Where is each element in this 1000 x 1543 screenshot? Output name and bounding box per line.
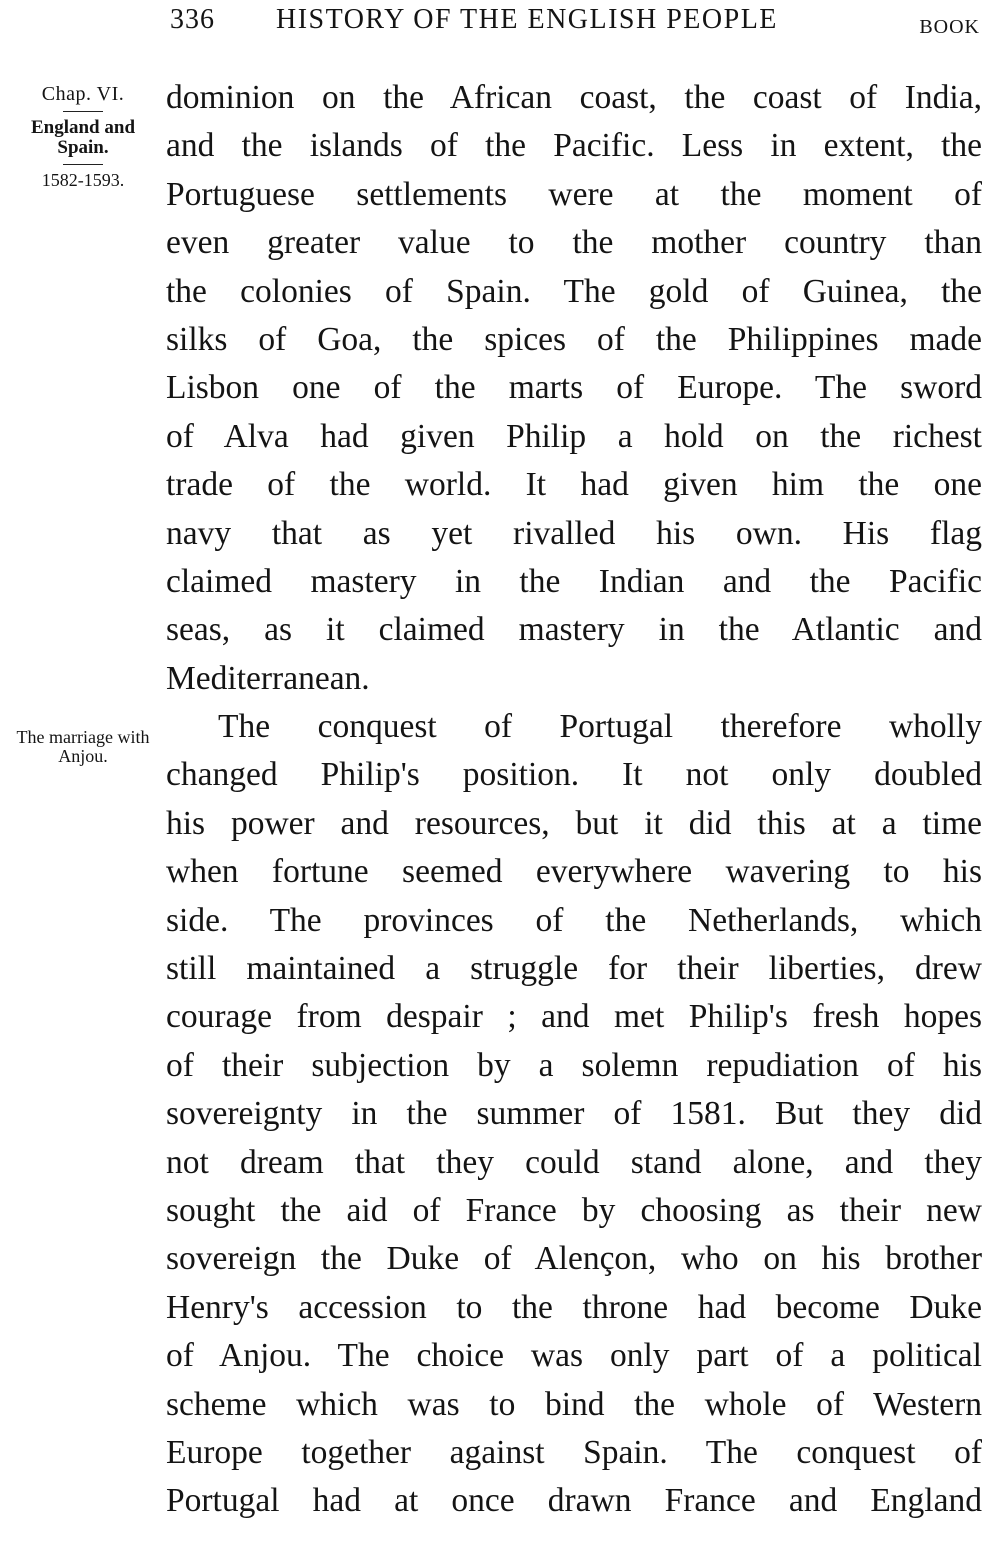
text-line: of Alva had given Philip a hold on the richest <box>166 417 982 455</box>
text-line: still maintained a struggle for their liberties, drew <box>166 950 982 988</box>
text-line: sovereign the Duke of Alençon, who on his brother <box>166 1240 982 1278</box>
text-line: courage from despair ; and met Philip's fresh hopes <box>166 998 982 1036</box>
running-head <box>170 4 982 44</box>
paragraph-2 <box>166 703 982 1526</box>
running-title: HISTORY OF THE ENGLISH PEOPLE <box>276 4 778 35</box>
text-line: changed Philip's position. It not only doubled <box>166 756 982 794</box>
text-line: sovereignty in the summer of 1581. But they did <box>166 1095 982 1133</box>
text-line: even greater value to the mother country than <box>166 224 982 262</box>
body-text <box>166 74 982 1526</box>
text-line: and the islands of the Pacific. Less in extent, the <box>166 127 982 165</box>
margin-note-dates: 1582-1593. <box>41 169 125 190</box>
text-line: Mediterranean. <box>166 659 370 697</box>
text-line: his power and resources, but it did this at a time <box>166 804 982 842</box>
text-line: Lisbon one of the marts of Europe. The sword <box>166 369 982 407</box>
text-line: of Anjou. The choice was only part of a political <box>166 1337 982 1375</box>
text-line: the colonies of Spain. The gold of Guinea, the <box>166 272 982 310</box>
text-line: scheme which was to bind the whole of Western <box>166 1385 982 1423</box>
text-line: Portugal had at once drawn France and England <box>166 1482 982 1520</box>
margin-note-section-block <box>14 728 152 766</box>
text-line: trade of the world. It had given him the one <box>166 466 982 504</box>
text-line: side. The provinces of the Netherlands, which <box>166 901 982 939</box>
margin-rule <box>63 164 103 165</box>
text-line: sought the aid of France by choosing as their new <box>166 1191 982 1229</box>
text-line: silks of Goa, the spices of the Philippines made <box>166 320 982 358</box>
margin-note-topic: England and Spain. <box>30 117 136 158</box>
text-line: claimed mastery in the Indian and the Pacific <box>166 562 982 600</box>
margin-note-section: The marriage with Anjou. <box>16 727 150 766</box>
page-number: 336 <box>170 4 215 35</box>
running-book-label: BOOK <box>919 16 980 38</box>
text-line: of their subjection by a solemn repudiation of his <box>166 1046 982 1084</box>
text-line: Europe together against Spain. The conquest of <box>166 1433 982 1471</box>
margin-note-chapter-block <box>14 84 152 190</box>
margin-rule <box>63 111 103 112</box>
text-line: dominion on the African coast, the coast of India, <box>166 79 982 116</box>
text-line: The conquest of Portugal therefore wholly <box>218 708 982 746</box>
text-line: Henry's accession to the throne had become Duke <box>166 1288 982 1326</box>
paragraph-1 <box>166 74 982 703</box>
margin-note-chapter: Chap. VI. <box>41 83 125 105</box>
text-line: not dream that they could stand alone, and they <box>166 1143 982 1181</box>
text-line: seas, as it claimed mastery in the Atlantic and <box>166 611 982 649</box>
text-line: when fortune seemed everywhere wavering to his <box>166 853 982 891</box>
text-line: navy that as yet rivalled his own. His flag <box>166 514 982 552</box>
text-line: Portuguese settlements were at the moment of <box>166 175 982 213</box>
